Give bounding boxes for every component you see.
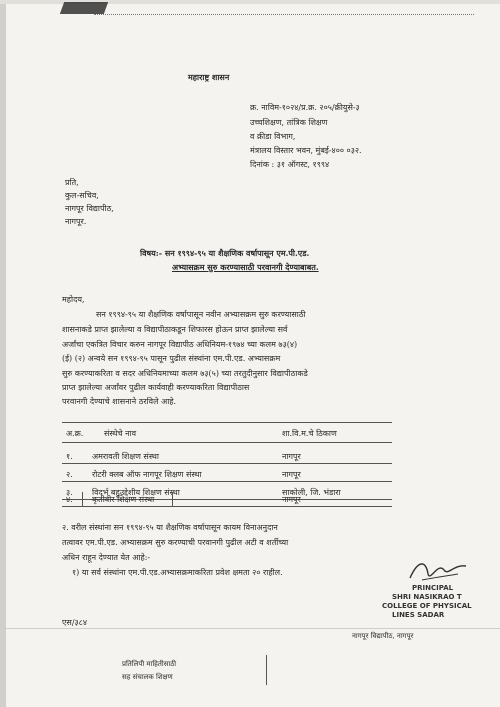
para1-line-3: अर्जांचा एकत्रित विचार करुन नागपूर विद्यापीठ अधिनियम-१९७४ च्या कलम ७३(४) (62, 340, 298, 349)
page-fold-line (0, 628, 500, 629)
table-row-4-sr: ४. (66, 495, 73, 504)
corner-punch-mark (60, 2, 108, 14)
para1-line-5: सुरु करण्याकरिता व सदर अधिनियमाच्या कलम ७३(५) च्या तरतुदीनुसार विद्यापीठाकडे (62, 369, 308, 378)
ref-line-2: उच्चशिक्षण, तांत्रिक शिक्षण (250, 118, 328, 127)
addressee-line-1: प्रति, (65, 178, 79, 187)
footer-left-code: एस/३८४ (62, 618, 88, 627)
table-row-1-place: नागपूर (282, 452, 301, 461)
table-bottom-rule (62, 506, 392, 507)
table-row-2-sr: २. (66, 470, 73, 479)
para1-line-2: शासनाकडे प्राप्त झालेल्या व विद्यापीठाकडून शिफारस होऊन प्राप्त झालेल्या सर्व (62, 325, 288, 334)
addressee-line-2: कुल-सचिव, (65, 191, 99, 200)
stamp-line-4: LINES SADAR (392, 611, 445, 619)
highlight-box-right (172, 492, 173, 506)
stamp-line-1: PRINCIPAL (412, 584, 454, 592)
top-dotted-line (94, 14, 474, 15)
table-header-rule (62, 442, 392, 443)
table-top-rule (62, 422, 392, 423)
addressee-line-3: नागपूर विद्यापीठ, (65, 204, 114, 213)
table-row-rule (62, 481, 392, 482)
para1-line-1: सन १९९४-९५ या शैक्षणिक वर्षापासून नवीन अभ्यासक्रम सुरु करण्यासाठी (96, 310, 306, 319)
table-header-name: संस्थेचे नाव (104, 429, 137, 438)
ref-line-4: मंत्रालय विस्तार भवन, मुंबई-४०० ०३२. (250, 146, 362, 155)
scan-edge (0, 0, 6, 707)
table-header-address: शा.वि.म.चे ठिकाण (282, 429, 337, 438)
footer-copy-line-1: प्रतिलिपी माहितीसाठी (122, 660, 177, 668)
table-row-3-place: साकोली, जि. भंडारा (282, 488, 341, 497)
stamp-line-2: SHRI NASIKRAO T (392, 593, 462, 601)
para1-line-7: परवानगी देण्याचे शासनाने ठरविले आहे. (62, 397, 177, 406)
subject-line-1: विषय:- सन १९९४-९५ या शैक्षणिक वर्षापासून एम.पी.एड. (140, 248, 310, 258)
table-row-2-name: रोटरी क्लब ऑफ नागपूर शिक्षण संस्था (92, 470, 202, 479)
ref-line-1: क्र. नाविम-१०२४/प्र.क्र. २०५/क्रीयुसे-३ (250, 103, 360, 112)
table-row-3-sr: ३. (66, 488, 73, 497)
table-row-4-name: कृतीवीर शिक्षण संस्था (92, 495, 155, 504)
para2-line-4: १) या सर्व संस्थांना एम.पी.एड.अभ्यासक्रमाकरिता प्रवेश क्षमता २० राहील. (72, 568, 283, 577)
highlight-box-left (82, 492, 83, 506)
stamp-line-3: COLLEGE OF PHYSICAL (382, 602, 472, 610)
para1-line-6: प्राप्त झालेल्या अर्जांवर पुढील कार्यवाही करण्याकरिता विद्यापीठास (62, 383, 250, 392)
table-row-3-name: विदर्भ बहुउद्देशीय शिक्षण संस्था (92, 488, 180, 497)
footer-copy-line-2: सह संचालक शिक्षण (122, 673, 173, 681)
para2-line-1: २. वरील संस्थांना सन १९९४-९५ या शैक्षणिक वर्षापासून कायम विनाअनुदान (62, 523, 278, 532)
para2-line-3: अधिन राहून देण्यात येत आहे:- (62, 553, 151, 562)
header-govt: महाराष्ट्र शासन (188, 72, 230, 82)
table-row-2-place: नागपूर (282, 470, 301, 479)
salutation: महोदय, (62, 295, 85, 304)
principal-stamp (378, 556, 498, 628)
signature-mark (408, 556, 468, 584)
para1-line-4: (ई) (२) अन्वये सन १९९४-९५ पासून पुढील संस्थांना एम.पी.एड. अभ्यासक्रम (62, 354, 281, 363)
ref-date: दिनांक : ३१ ऑगस्ट, १९९४ (250, 160, 330, 169)
subject-line-2: अभ्यासक्रम सुरु करण्यासाठी परवानगी देण्याबाबत. (172, 262, 319, 272)
ref-line-3: व क्रीडा विभाग, (250, 132, 296, 141)
table-header-sr: अ.क्र. (66, 429, 84, 438)
table-row-rule (62, 463, 392, 464)
addressee-line-4: नागपूर. (65, 217, 87, 226)
footer-right-note: नागपूर विद्यापीठ, नागपूर (352, 632, 414, 640)
table-row-1-name: अमरावती शिक्षण संस्था (92, 452, 159, 461)
table-row-1-sr: १. (66, 452, 73, 461)
para2-line-2: तत्वावर एम.पी.एड. अभ्यासक्रम सुरु करण्याची परवानगी पुढील अटी व शर्तीच्या (62, 538, 289, 547)
footer-divider (266, 655, 267, 685)
table-row-4-place: नागपूर (282, 495, 301, 504)
